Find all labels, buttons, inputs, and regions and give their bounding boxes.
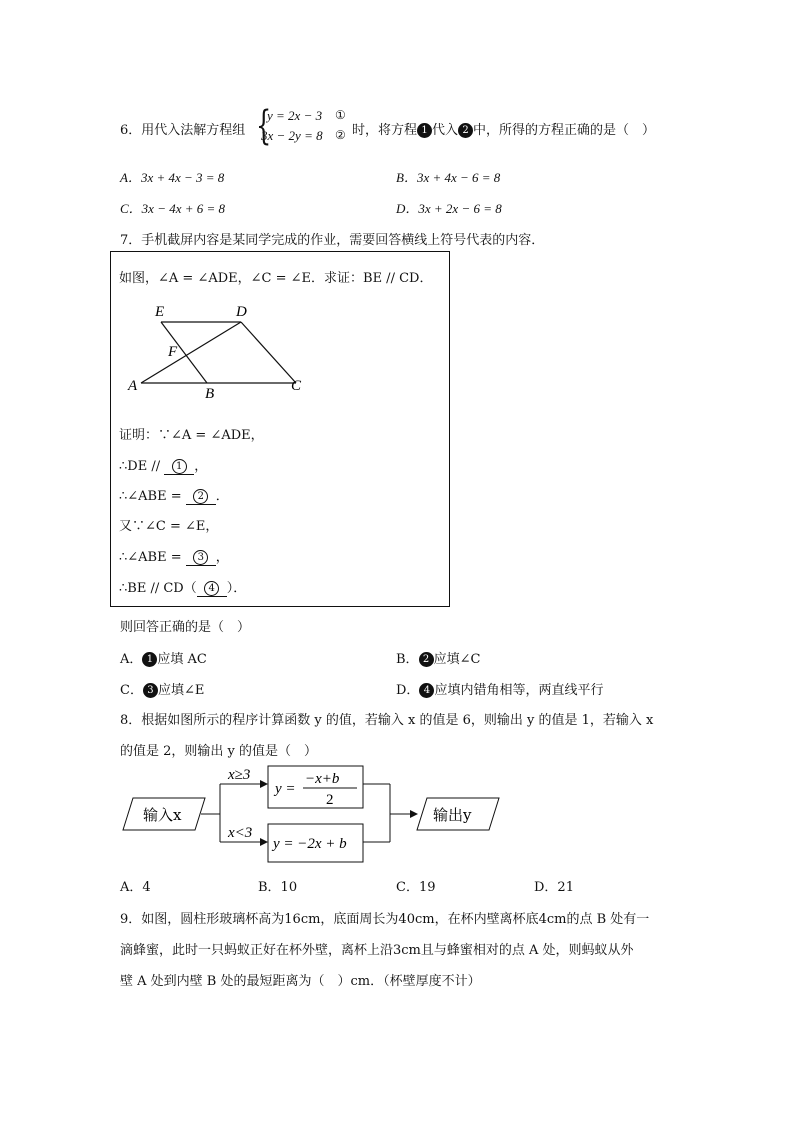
q8-option-d[interactable]: D．21 [534, 880, 574, 895]
formula-1-lhs: y = [275, 781, 296, 797]
q7-given: 如图，∠A = ∠ADE，∠C = ∠E．求证：BE // CD． [119, 271, 433, 286]
q9-stem-line-1: 9．如图，圆柱形玻璃杯高为16cm，底面周长为40cm，在杯内壁离杯底4cm的点 B 处有一 [120, 912, 650, 927]
q7-screenshot-box [110, 251, 450, 607]
q6-suffix-b: 代入 [432, 123, 459, 138]
circled-2-icon: 2 [193, 489, 208, 504]
condition-ge-3: x≥3 [228, 767, 251, 783]
q7-proof-line-2 [119, 455, 207, 475]
q7-option-b-letter: B． [396, 652, 419, 667]
circled-4-icon: 4 [419, 683, 434, 698]
q7-option-d-text: 应填内错角相等，两直线平行 [434, 683, 604, 698]
q7-proof-line-5b: ， [215, 550, 229, 565]
q6-option-d[interactable]: D．3x + 2x − 6 = 8 [396, 201, 502, 216]
q6-suffix-c: 中，所得的方程正确的是（ ） [473, 123, 656, 138]
q7-option-a-letter: A． [120, 652, 143, 667]
q7-option-b-text: 应填∠C [433, 652, 481, 667]
q7-proof-line-1: 证明：∵∠A = ∠ADE， [119, 428, 264, 443]
q6-prefix: 6．用代入法解方程组 [120, 123, 246, 138]
label-d: D [236, 304, 247, 320]
label-f: F [168, 344, 178, 360]
blank-2 [186, 489, 216, 505]
q7-proof-line-3a: ∴∠ABE = [119, 489, 186, 504]
circled-2-icon: 2 [419, 652, 434, 667]
blank-1 [164, 459, 194, 475]
label-a: A [128, 378, 138, 394]
q6-equation-2-tag: ② [335, 128, 346, 142]
q7-proof-line-2a: ∴DE // [119, 459, 165, 474]
q7-option-b[interactable] [396, 648, 480, 667]
circled-4-icon: 4 [204, 581, 219, 596]
flow-input-label: 输入x [143, 806, 182, 824]
q7-option-c[interactable] [120, 679, 204, 698]
q7-proof-line-5 [119, 546, 229, 566]
blank-3 [186, 550, 216, 566]
q7-option-a[interactable] [120, 648, 207, 667]
q8-stem-line-1: 8．根据如图所示的程序计算函数 y 的值，若输入 x 的值是 6，则输出 y 的值是 1，若输入 x [120, 713, 654, 728]
q7-option-c-letter: C． [120, 683, 143, 698]
q7-proof-line-6b: ）． [226, 581, 247, 596]
circled-1-icon: 1 [417, 123, 432, 138]
left-brace-icon: { [256, 103, 272, 149]
circled-2-icon: 2 [458, 123, 473, 138]
q8-option-b[interactable]: B．10 [258, 880, 298, 895]
q7-proof-line-3 [119, 485, 229, 505]
q7-proof-line-2b: ， [194, 459, 208, 474]
q8-stem-line-2: 的值是 2，则输出 y 的值是（ ） [120, 744, 318, 759]
flow-output-label: 输出y [433, 806, 472, 824]
formula-1-numerator: −x+b [305, 771, 340, 787]
q7-option-c-text: 应填∠E [157, 683, 205, 698]
q7-stem: 7．手机截屏内容是某同学完成的作业，需要回答横线上符号代表的内容． [120, 233, 545, 248]
circled-1-icon: 1 [172, 459, 187, 474]
label-e: E [155, 304, 165, 320]
q6-equation-system [256, 103, 356, 149]
q6-option-b[interactable]: B．3x + 4x − 6 = 8 [396, 170, 501, 185]
q6-suffix [352, 119, 655, 138]
q7-geometry-figure [121, 300, 321, 400]
circled-3-icon: 3 [193, 550, 208, 565]
label-c: C [291, 378, 302, 394]
circled-3-icon: 3 [143, 683, 158, 698]
condition-lt-3: x<3 [228, 825, 253, 841]
q9-stem-line-3: 壁 A 处到内壁 B 处的最短距离为（ ）cm．（杯壁厚度不计） [120, 974, 481, 989]
q7-option-a-text: 应填 AC [157, 652, 207, 667]
q7-proof-line-4: 又∵∠C = ∠E， [119, 519, 219, 534]
q7-proof-line-6 [119, 577, 246, 597]
q6-option-c[interactable]: C．3x − 4x + 6 = 8 [120, 201, 226, 216]
formula-1-denominator: 2 [326, 792, 334, 808]
q8-option-a[interactable]: A．4 [120, 880, 151, 895]
q6-suffix-a: 时，将方程 [352, 123, 418, 138]
circled-1-icon: 1 [142, 652, 157, 667]
formula-2: y = −2x + b [273, 836, 347, 852]
q6-equation-2: 3x − 2y = 8 [261, 128, 323, 143]
q6-equation-1: y = 2x − 3 [267, 108, 323, 123]
q7-proof-line-3b: ． [215, 489, 229, 504]
q7-option-d[interactable] [396, 679, 603, 698]
q7-proof-line-5a: ∴∠ABE = [119, 550, 186, 565]
q7-option-d-letter: D． [396, 683, 420, 698]
q6-option-a[interactable]: A．3x + 4x − 3 = 8 [120, 170, 225, 185]
blank-4 [197, 581, 227, 597]
line-da [141, 322, 241, 383]
q8-option-c[interactable]: C．19 [396, 880, 436, 895]
label-b: B [205, 386, 215, 400]
q7-proof-line-6a: ∴BE // CD（ [119, 581, 197, 596]
q6-equation-1-tag: ① [335, 108, 346, 122]
q8-flowchart [115, 762, 515, 872]
q7-question: 则回答正确的是（ ） [120, 620, 251, 635]
q9-stem-line-2: 滴蜂蜜，此时一只蚂蚁正好在杯外壁，离杯上沿3cm且与蜂蜜相对的点 A 处，则蚂蚁从外 [120, 943, 634, 958]
line-dc [241, 322, 296, 383]
